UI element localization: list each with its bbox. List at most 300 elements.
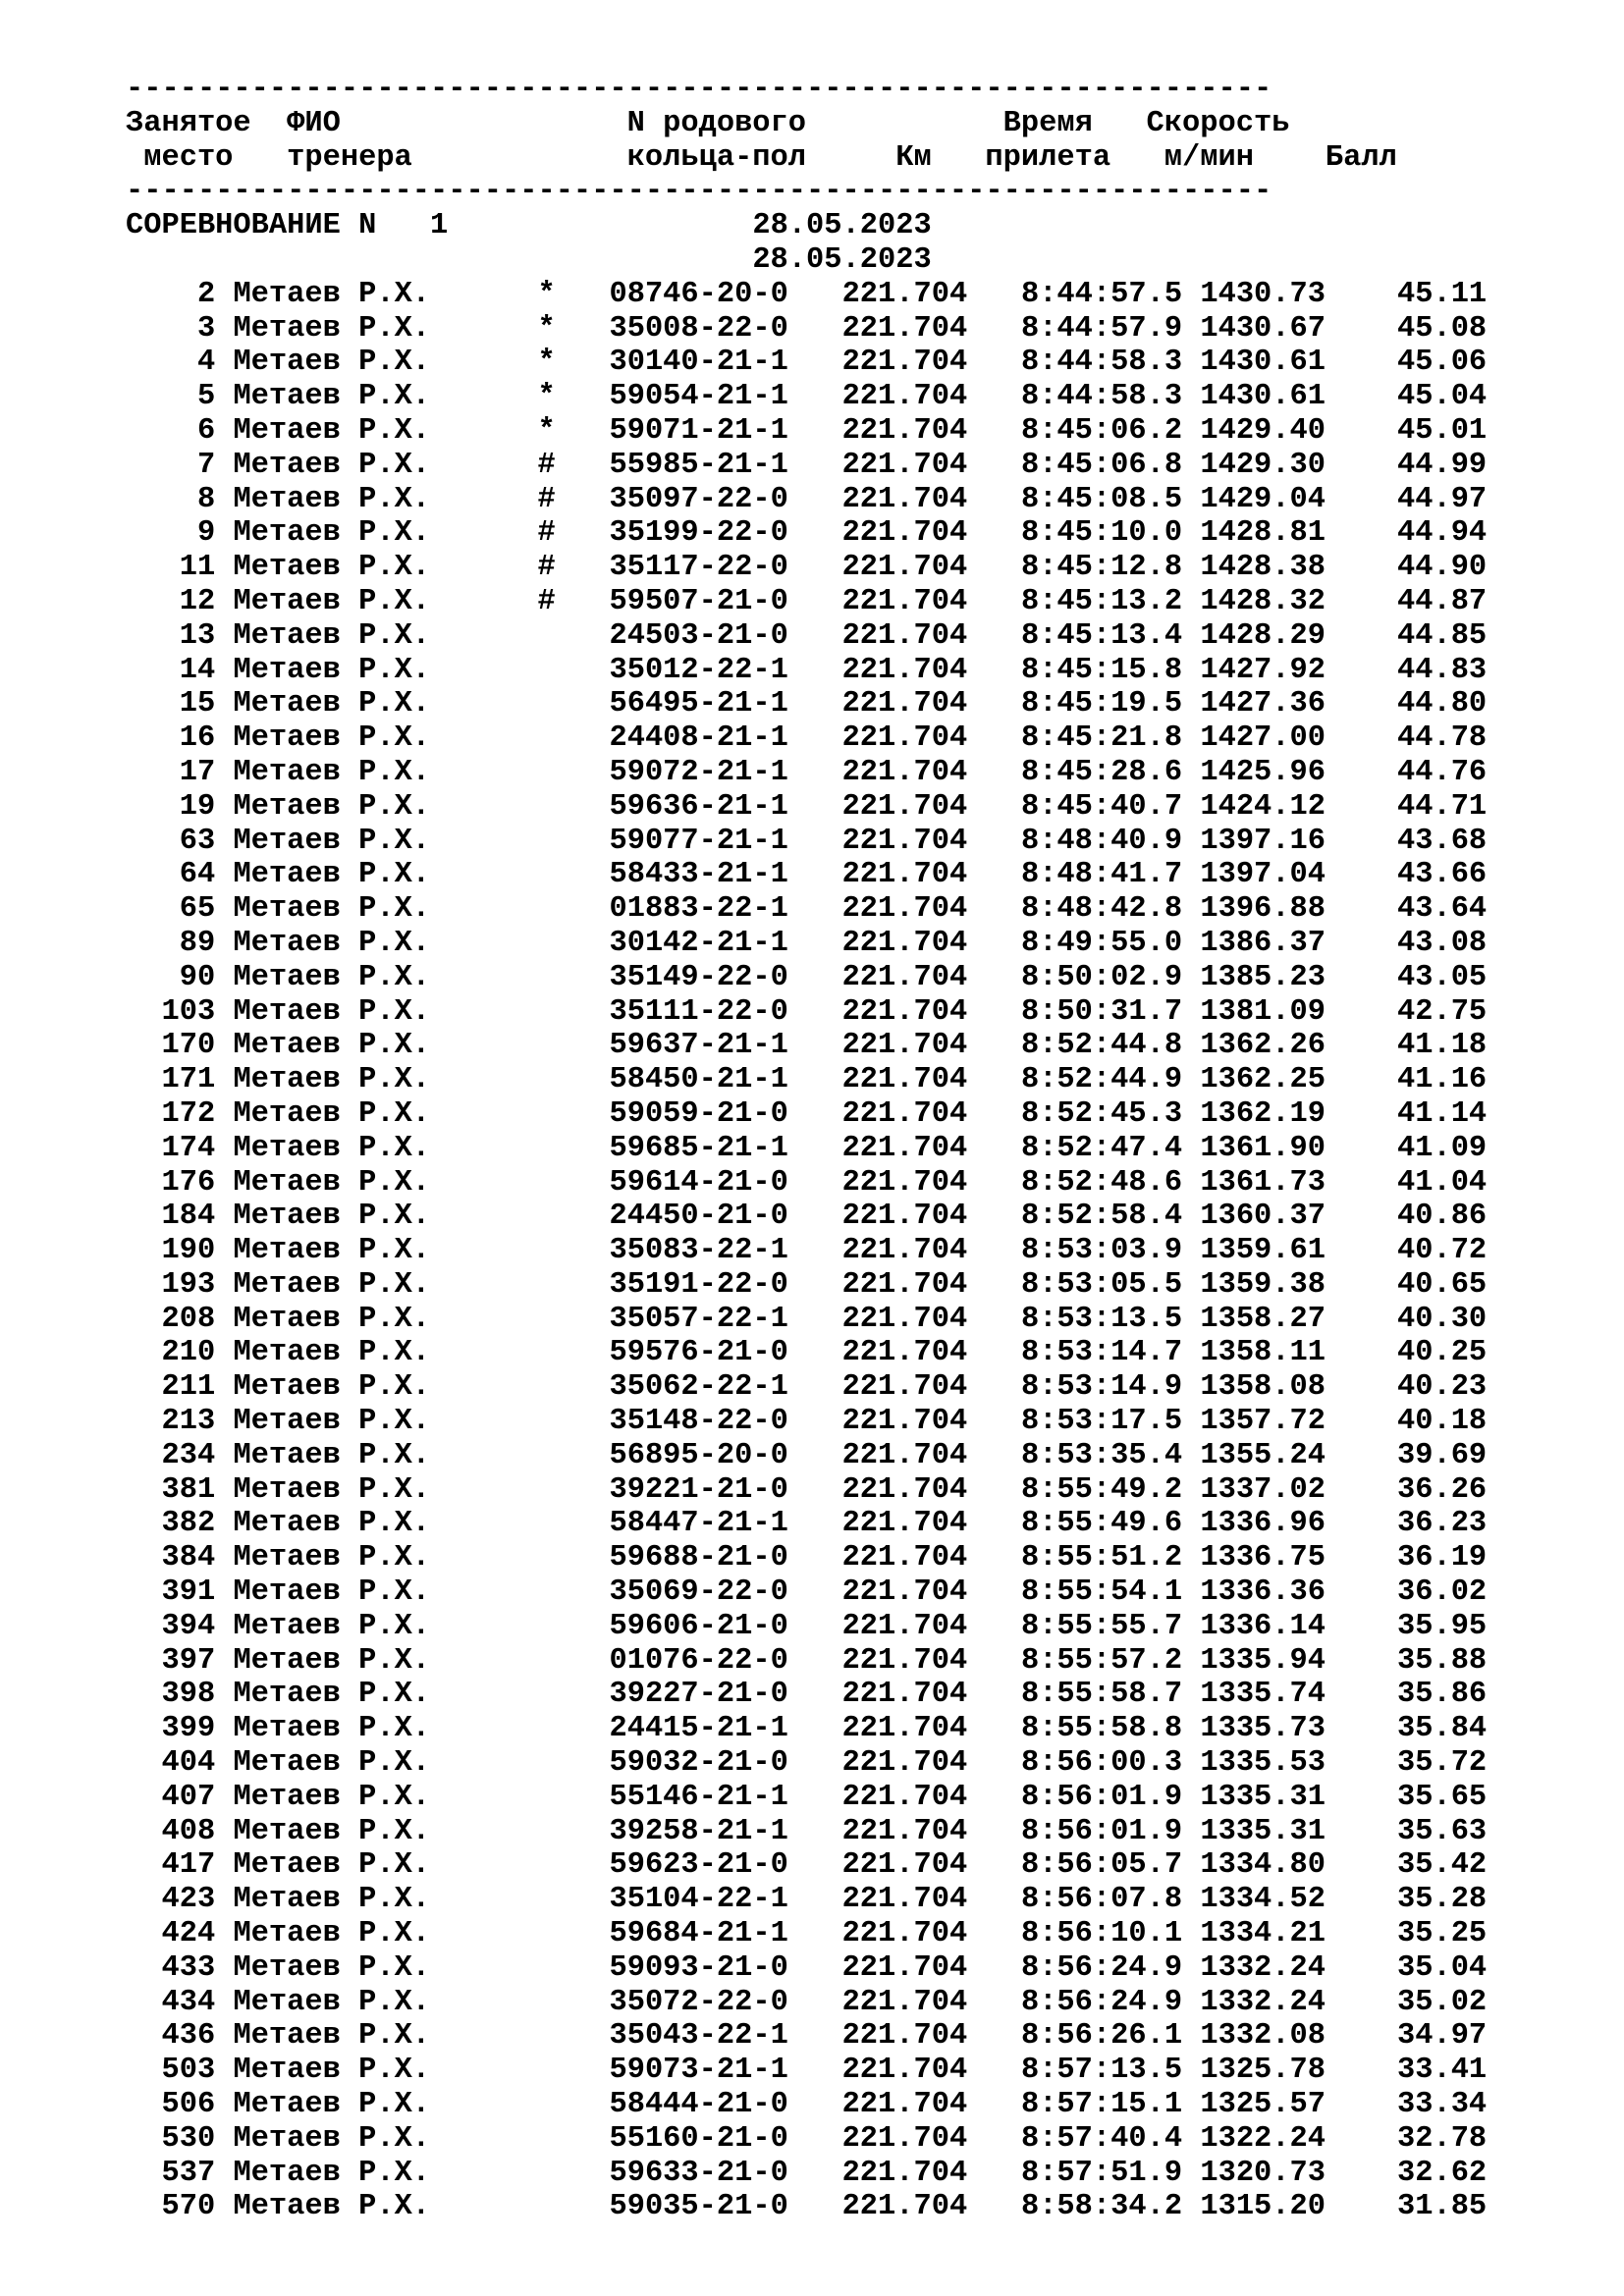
ring-number-cell: 58447-21-1 <box>609 1507 788 1541</box>
speed-cell: 1322.24 <box>1200 2121 1326 2156</box>
ring-number-cell: 58433-21-1 <box>609 858 788 892</box>
place-cell: 381 <box>126 1472 216 1507</box>
score-cell: 44.94 <box>1343 516 1488 551</box>
mark-cell <box>538 1200 556 1233</box>
table-row <box>126 2190 1487 2224</box>
arrival-time-cell: 8:57:51.9 <box>1002 2156 1183 2190</box>
distance-cell: 221.704 <box>824 1678 968 1712</box>
place-cell: 537 <box>126 2156 216 2190</box>
ring-number-cell: 56495-21-1 <box>609 687 788 721</box>
mark-cell <box>538 2190 556 2223</box>
speed-cell: 1429.40 <box>1200 413 1326 448</box>
distance-cell: 221.704 <box>824 994 968 1029</box>
distance-cell: 221.704 <box>824 346 968 380</box>
trainer-name-cell: Метаев Р.Х. <box>233 1541 431 1575</box>
ring-number-cell: 39227-21-0 <box>609 1678 788 1712</box>
arrival-time-cell: 8:56:00.3 <box>1002 1746 1183 1781</box>
table-row <box>126 654 1487 688</box>
score-cell: 35.42 <box>1343 1848 1488 1883</box>
score-cell: 45.01 <box>1343 413 1488 448</box>
score-cell: 35.86 <box>1343 1678 1488 1712</box>
ring-number-cell: 59507-21-0 <box>609 584 788 618</box>
trainer-name-cell: Метаев Р.Х. <box>233 1848 431 1883</box>
arrival-time-cell: 8:44:57.9 <box>1002 311 1183 346</box>
ring-number-cell: 59093-21-0 <box>609 1950 788 1985</box>
speed-cell: 1430.61 <box>1200 346 1326 380</box>
trainer-name-cell: Метаев Р.Х. <box>233 380 431 414</box>
table-row <box>126 1473 1487 1508</box>
distance-cell: 221.704 <box>824 789 968 824</box>
arrival-time-cell: 8:56:05.7 <box>1002 1848 1183 1883</box>
score-cell: 44.87 <box>1343 584 1488 618</box>
speed-cell: 1358.11 <box>1200 1336 1326 1370</box>
distance-cell: 221.704 <box>824 2156 968 2190</box>
trainer-name-cell: Метаев Р.Х. <box>233 1643 431 1678</box>
arrival-time-cell: 8:55:55.7 <box>1002 1609 1183 1643</box>
score-cell: 36.02 <box>1343 1575 1488 1610</box>
trainer-name-cell: Метаев Р.Х. <box>233 789 431 824</box>
trainer-name-cell: Метаев Р.Х. <box>233 584 431 618</box>
arrival-time-cell: 8:56:24.9 <box>1002 1950 1183 1985</box>
mark-cell: # <box>537 482 556 516</box>
distance-cell: 221.704 <box>824 1200 968 1234</box>
competition-date-1: 28.05.2023 <box>752 209 932 243</box>
ring-number-cell: 59623-21-0 <box>609 1848 788 1883</box>
ring-number-cell: 39258-21-1 <box>609 1814 788 1848</box>
trainer-name-cell: Метаев Р.Х. <box>233 1063 431 1097</box>
trainer-name-cell: Метаев Р.Х. <box>233 1609 431 1643</box>
score-cell: 31.85 <box>1343 2190 1488 2224</box>
score-cell: 33.41 <box>1343 2054 1488 2088</box>
distance-cell: 221.704 <box>824 1096 968 1131</box>
speed-cell: 1325.78 <box>1200 2054 1326 2088</box>
ring-number-cell: 59072-21-1 <box>609 755 788 789</box>
competition-title: СОРЕВНОВАНИЕ N 1 <box>126 209 449 243</box>
score-cell: 41.09 <box>1343 1131 1488 1165</box>
trainer-name-cell: Метаев Р.Х. <box>233 1780 431 1814</box>
trainer-name-cell: Метаев Р.Х. <box>233 721 431 756</box>
table-row <box>126 1848 1487 1883</box>
arrival-time-cell: 8:53:14.7 <box>1002 1336 1183 1370</box>
ring-number-cell: 35062-22-1 <box>609 1370 788 1405</box>
score-cell: 36.26 <box>1343 1472 1488 1507</box>
ring-number-cell: 59059-21-0 <box>609 1096 788 1131</box>
speed-cell: 1359.38 <box>1200 1267 1326 1302</box>
mark-cell <box>538 1268 556 1302</box>
ring-number-cell: 59035-21-0 <box>609 2190 788 2224</box>
trainer-name-cell: Метаев Р.Х. <box>233 2088 431 2122</box>
distance-cell: 221.704 <box>824 448 968 482</box>
score-cell: 39.69 <box>1343 1438 1488 1472</box>
score-cell: 43.66 <box>1343 858 1488 892</box>
mark-cell <box>538 1439 556 1472</box>
distance-cell: 221.704 <box>824 2190 968 2224</box>
arrival-time-cell: 8:55:51.2 <box>1002 1541 1183 1575</box>
speed-cell: 1361.90 <box>1200 1131 1326 1165</box>
table-row <box>126 1132 1487 1166</box>
mark-cell <box>538 1917 556 1950</box>
mark-cell <box>538 1951 556 1985</box>
distance-cell: 221.704 <box>824 755 968 789</box>
ring-number-cell: 59077-21-1 <box>609 824 788 858</box>
ring-number-cell: 35083-22-1 <box>609 1234 788 1268</box>
score-cell: 44.85 <box>1343 618 1488 653</box>
speed-cell: 1362.26 <box>1200 1029 1326 1063</box>
place-cell: 103 <box>126 994 216 1029</box>
ring-number-cell: 35012-22-1 <box>609 653 788 687</box>
trainer-name-cell: Метаев Р.Х. <box>233 960 431 994</box>
place-cell: 434 <box>126 1985 216 2019</box>
speed-cell: 1424.12 <box>1200 789 1326 824</box>
distance-cell: 221.704 <box>824 1609 968 1643</box>
ring-number-cell: 59633-21-0 <box>609 2156 788 2190</box>
arrival-time-cell: 8:49:55.0 <box>1002 926 1183 960</box>
table-row <box>126 1268 1487 1303</box>
table-row <box>126 516 1487 551</box>
distance-cell: 221.704 <box>824 1712 968 1746</box>
speed-cell: 1332.24 <box>1200 1985 1326 2019</box>
distance-cell: 221.704 <box>824 1848 968 1883</box>
speed-cell: 1325.57 <box>1200 2088 1326 2122</box>
place-cell: 211 <box>126 1370 216 1405</box>
place-cell: 506 <box>126 2088 216 2122</box>
speed-cell: 1397.16 <box>1200 824 1326 858</box>
table-row <box>126 1405 1487 1439</box>
table-row <box>126 2054 1487 2088</box>
distance-cell: 221.704 <box>824 1029 968 1063</box>
place-cell: 210 <box>126 1336 216 1370</box>
place-cell: 404 <box>126 1746 216 1781</box>
trainer-name-cell: Метаев Р.Х. <box>233 926 431 960</box>
arrival-time-cell: 8:45:28.6 <box>1002 755 1183 789</box>
distance-cell: 221.704 <box>824 1336 968 1370</box>
ring-number-cell: 35149-22-0 <box>609 960 788 994</box>
distance-cell: 221.704 <box>824 1267 968 1302</box>
table-row <box>126 1439 1487 1473</box>
score-cell: 35.25 <box>1343 1917 1488 1951</box>
mark-cell <box>538 1234 556 1267</box>
place-cell: 190 <box>126 1234 216 1268</box>
speed-cell: 1428.38 <box>1200 551 1326 585</box>
speed-cell: 1335.53 <box>1200 1746 1326 1781</box>
trainer-name-cell: Метаев Р.Х. <box>233 687 431 721</box>
distance-cell: 221.704 <box>824 1234 968 1268</box>
trainer-name-cell: Метаев Р.Х. <box>233 1950 431 1985</box>
mark-cell <box>538 927 556 960</box>
place-cell: 65 <box>126 892 216 927</box>
trainer-name-cell: Метаев Р.Х. <box>233 824 431 858</box>
speed-cell: 1355.24 <box>1200 1438 1326 1472</box>
distance-cell: 221.704 <box>824 2019 968 2054</box>
distance-cell: 221.704 <box>824 2121 968 2156</box>
trainer-name-cell: Метаев Р.Х. <box>233 618 431 653</box>
distance-cell: 221.704 <box>824 1950 968 1985</box>
place-cell: 408 <box>126 1814 216 1848</box>
ring-number-cell: 59073-21-1 <box>609 2054 788 2088</box>
mark-cell <box>538 858 556 891</box>
table-row <box>126 1986 1487 2020</box>
trainer-name-cell: Метаев Р.Х. <box>233 994 431 1029</box>
place-cell: 6 <box>126 413 216 448</box>
speed-cell: 1336.96 <box>1200 1507 1326 1541</box>
mark-cell <box>538 892 556 926</box>
ring-number-cell: 08746-20-0 <box>609 277 788 311</box>
speed-cell: 1332.24 <box>1200 1950 1326 1985</box>
ring-number-cell: 59576-21-0 <box>609 1336 788 1370</box>
mark-cell <box>538 1132 556 1165</box>
place-cell: 397 <box>126 1643 216 1678</box>
mark-cell <box>538 2157 556 2190</box>
table-row <box>126 1541 1487 1575</box>
table-row <box>126 721 1487 756</box>
ring-number-cell: 55146-21-1 <box>609 1780 788 1814</box>
arrival-time-cell: 8:55:58.8 <box>1002 1712 1183 1746</box>
trainer-name-cell: Метаев Р.Х. <box>233 858 431 892</box>
table-row <box>126 1712 1487 1746</box>
ring-number-cell: 24503-21-0 <box>609 618 788 653</box>
arrival-time-cell: 8:53:03.9 <box>1002 1234 1183 1268</box>
mark-cell <box>538 1781 556 1814</box>
trainer-name-cell: Метаев Р.Х. <box>233 1712 431 1746</box>
speed-cell: 1358.08 <box>1200 1370 1326 1405</box>
competition-date-2-pad <box>126 243 752 277</box>
arrival-time-cell: 8:57:40.4 <box>1002 2121 1183 2156</box>
ring-number-cell: 35008-22-0 <box>609 311 788 346</box>
competition-line <box>126 209 1487 243</box>
arrival-time-cell: 8:55:49.6 <box>1002 1507 1183 1541</box>
arrival-time-cell: 8:45:10.0 <box>1002 516 1183 551</box>
trainer-name-cell: Метаев Р.Х. <box>233 1302 431 1336</box>
table-row <box>126 2088 1487 2122</box>
score-cell: 44.99 <box>1343 448 1488 482</box>
trainer-name-cell: Метаев Р.Х. <box>233 551 431 585</box>
place-cell: 4 <box>126 346 216 380</box>
ring-number-cell: 59054-21-1 <box>609 380 788 414</box>
mark-cell <box>538 1063 556 1096</box>
distance-cell: 221.704 <box>824 960 968 994</box>
arrival-time-cell: 8:45:15.8 <box>1002 653 1183 687</box>
table-row <box>126 756 1487 790</box>
score-cell: 35.28 <box>1343 1883 1488 1917</box>
trainer-name-cell: Метаев Р.Х. <box>233 755 431 789</box>
trainer-name-cell: Метаев Р.Х. <box>233 1096 431 1131</box>
mark-cell <box>538 619 556 653</box>
arrival-time-cell: 8:55:57.2 <box>1002 1643 1183 1678</box>
table-row <box>126 1781 1487 1815</box>
arrival-time-cell: 8:56:26.1 <box>1002 2019 1183 2054</box>
trainer-name-cell: Метаев Р.Х. <box>233 1165 431 1200</box>
distance-cell: 221.704 <box>824 1438 968 1472</box>
score-cell: 35.72 <box>1343 1746 1488 1781</box>
mark-cell <box>538 2088 556 2121</box>
trainer-name-cell: Метаев Р.Х. <box>233 1678 431 1712</box>
table-row <box>126 1029 1487 1063</box>
mark-cell <box>538 1303 556 1336</box>
arrival-time-cell: 8:53:14.9 <box>1002 1370 1183 1405</box>
speed-cell: 1428.32 <box>1200 584 1326 618</box>
distance-cell: 221.704 <box>824 687 968 721</box>
table-row <box>126 1951 1487 1986</box>
table-row <box>126 1815 1487 1849</box>
place-cell: 433 <box>126 1950 216 1985</box>
speed-cell: 1430.73 <box>1200 277 1326 311</box>
place-cell: 174 <box>126 1131 216 1165</box>
mark-cell <box>538 721 556 755</box>
trainer-name-cell: Метаев Р.Х. <box>233 1814 431 1848</box>
trainer-name-cell: Метаев Р.Х. <box>233 1575 431 1610</box>
mark-cell <box>538 2054 556 2087</box>
trainer-name-cell: Метаев Р.Х. <box>233 448 431 482</box>
speed-cell: 1334.52 <box>1200 1883 1326 1917</box>
table-row <box>126 1063 1487 1097</box>
distance-cell: 221.704 <box>824 1165 968 1200</box>
table-row <box>126 790 1487 825</box>
distance-cell: 221.704 <box>824 1541 968 1575</box>
arrival-time-cell: 8:52:45.3 <box>1002 1096 1183 1131</box>
speed-cell: 1428.81 <box>1200 516 1326 551</box>
arrival-time-cell: 8:52:48.6 <box>1002 1165 1183 1200</box>
ring-number-cell: 59637-21-1 <box>609 1029 788 1063</box>
arrival-time-cell: 8:44:58.3 <box>1002 346 1183 380</box>
arrival-time-cell: 8:57:15.1 <box>1002 2088 1183 2122</box>
trainer-name-cell: Метаев Р.Х. <box>233 1131 431 1165</box>
distance-cell: 221.704 <box>824 2054 968 2088</box>
place-cell: 11 <box>126 551 216 585</box>
ring-number-cell: 24408-21-1 <box>609 721 788 756</box>
table-row <box>126 619 1487 654</box>
table-row <box>126 1883 1487 1917</box>
speed-cell: 1429.30 <box>1200 448 1326 482</box>
place-cell: 89 <box>126 926 216 960</box>
arrival-time-cell: 8:45:19.5 <box>1002 687 1183 721</box>
ring-number-cell: 59688-21-0 <box>609 1541 788 1575</box>
trainer-name-cell: Метаев Р.Х. <box>233 482 431 516</box>
table-row <box>126 995 1487 1030</box>
distance-cell: 221.704 <box>824 1883 968 1917</box>
ring-number-cell: 35057-22-1 <box>609 1302 788 1336</box>
table-row <box>126 1917 1487 1951</box>
distance-cell: 221.704 <box>824 2088 968 2122</box>
mark-cell: * <box>537 277 556 311</box>
place-cell: 9 <box>126 516 216 551</box>
score-cell: 43.08 <box>1343 926 1488 960</box>
place-cell: 503 <box>126 2054 216 2088</box>
mark-cell <box>538 825 556 858</box>
trainer-name-cell: Метаев Р.Х. <box>233 2054 431 2088</box>
score-cell: 44.78 <box>1343 721 1488 756</box>
mark-cell <box>538 1610 556 1643</box>
arrival-time-cell: 8:45:06.2 <box>1002 413 1183 448</box>
place-cell: 176 <box>126 1165 216 1200</box>
arrival-time-cell: 8:45:40.7 <box>1002 789 1183 824</box>
speed-cell: 1358.27 <box>1200 1302 1326 1336</box>
trainer-name-cell: Метаев Р.Х. <box>233 1438 431 1472</box>
place-cell: 90 <box>126 960 216 994</box>
ring-number-cell: 35072-22-0 <box>609 1985 788 2019</box>
ring-number-cell: 56895-20-0 <box>609 1438 788 1472</box>
place-cell: 399 <box>126 1712 216 1746</box>
distance-cell: 221.704 <box>824 1063 968 1097</box>
speed-cell: 1361.73 <box>1200 1165 1326 1200</box>
mark-cell <box>538 1644 556 1678</box>
mark-cell <box>538 1405 556 1438</box>
table-row <box>126 1234 1487 1268</box>
place-cell: 171 <box>126 1063 216 1097</box>
score-cell: 41.18 <box>1343 1029 1488 1063</box>
speed-cell: 1360.37 <box>1200 1200 1326 1234</box>
table-row <box>126 2157 1487 2191</box>
trainer-name-cell: Метаев Р.Х. <box>233 2190 431 2224</box>
table-row <box>126 380 1487 414</box>
distance-cell: 221.704 <box>824 584 968 618</box>
score-cell: 35.04 <box>1343 1950 1488 1985</box>
trainer-name-cell: Метаев Р.Х. <box>233 1507 431 1541</box>
mark-cell <box>538 1678 556 1711</box>
mark-cell <box>538 1815 556 1848</box>
table-row <box>126 1507 1487 1541</box>
distance-cell: 221.704 <box>824 1985 968 2019</box>
arrival-time-cell: 8:52:44.8 <box>1002 1029 1183 1063</box>
mark-cell <box>538 1166 556 1200</box>
place-cell: 12 <box>126 584 216 618</box>
speed-cell: 1334.80 <box>1200 1848 1326 1883</box>
distance-cell: 221.704 <box>824 1643 968 1678</box>
ring-number-cell: 01076-22-0 <box>609 1643 788 1678</box>
mark-cell <box>538 687 556 721</box>
place-cell: 193 <box>126 1267 216 1302</box>
speed-cell: 1385.23 <box>1200 960 1326 994</box>
arrival-time-cell: 8:52:58.4 <box>1002 1200 1183 1234</box>
table-row <box>126 858 1487 892</box>
arrival-time-cell: 8:55:54.1 <box>1002 1575 1183 1610</box>
trainer-name-cell: Метаев Р.Х. <box>233 346 431 380</box>
score-cell: 33.34 <box>1343 2088 1488 2122</box>
place-cell: 407 <box>126 1780 216 1814</box>
place-cell: 63 <box>126 824 216 858</box>
trainer-name-cell: Метаев Р.Х. <box>233 1985 431 2019</box>
table-row <box>126 346 1487 380</box>
mark-cell <box>538 1541 556 1575</box>
trainer-name-cell: Метаев Р.Х. <box>233 277 431 311</box>
arrival-time-cell: 8:48:41.7 <box>1002 858 1183 892</box>
mark-cell <box>538 1848 556 1882</box>
place-cell: 530 <box>126 2121 216 2156</box>
distance-cell: 221.704 <box>824 858 968 892</box>
distance-cell: 221.704 <box>824 1780 968 1814</box>
score-cell: 35.65 <box>1343 1780 1488 1814</box>
speed-cell: 1425.96 <box>1200 755 1326 789</box>
speed-cell: 1337.02 <box>1200 1472 1326 1507</box>
arrival-time-cell: 8:53:35.4 <box>1002 1438 1183 1472</box>
arrival-time-cell: 8:48:40.9 <box>1002 824 1183 858</box>
top-separator: ---------------------------------------------------------------- <box>126 73 1272 106</box>
score-cell: 43.05 <box>1343 960 1488 994</box>
trainer-name-cell: Метаев Р.Х. <box>233 2121 431 2156</box>
place-cell: 213 <box>126 1405 216 1439</box>
table-row <box>126 1200 1487 1234</box>
score-cell: 35.84 <box>1343 1712 1488 1746</box>
header-separator: ---------------------------------------------------------------- <box>126 175 1272 209</box>
speed-cell: 1315.20 <box>1200 2190 1326 2224</box>
score-cell: 32.78 <box>1343 2121 1488 2156</box>
arrival-time-cell: 8:45:13.2 <box>1002 584 1183 618</box>
trainer-name-cell: Метаев Р.Х. <box>233 2019 431 2054</box>
trainer-name-cell: Метаев Р.Х. <box>233 1267 431 1302</box>
arrival-time-cell: 8:45:12.8 <box>1002 551 1183 585</box>
table-row <box>126 449 1487 483</box>
mark-cell <box>538 756 556 789</box>
table-row <box>126 1336 1487 1370</box>
